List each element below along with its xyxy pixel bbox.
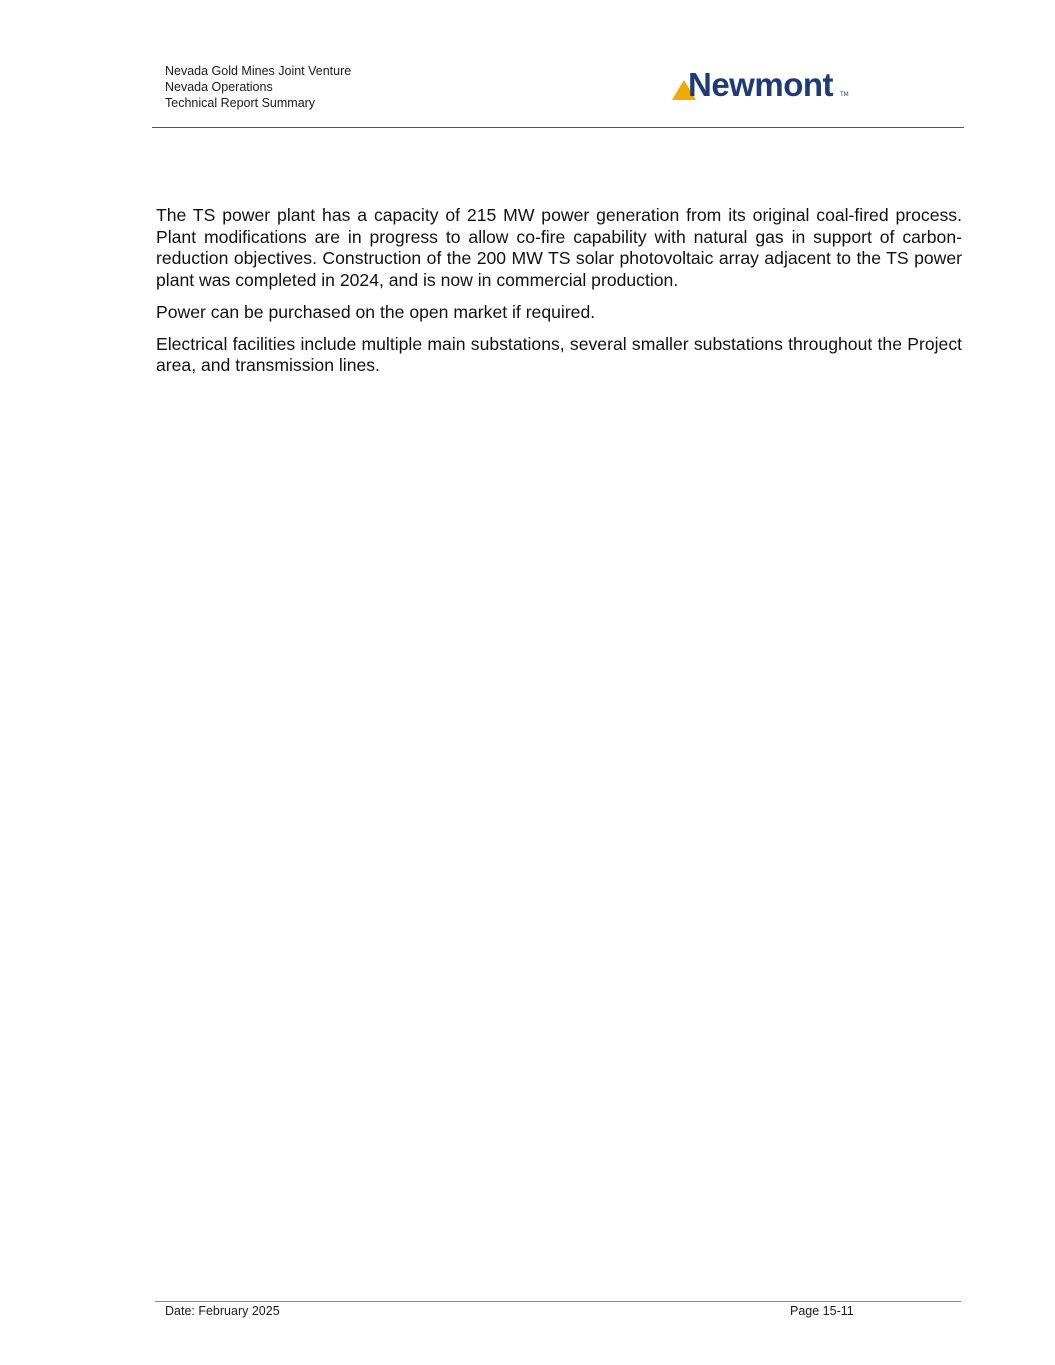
document-body bbox=[156, 205, 962, 387]
header-company-line: Nevada Gold Mines Joint Venture bbox=[165, 64, 352, 78]
newmont-logo bbox=[668, 66, 858, 106]
logo-wordmark: Newmont bbox=[688, 66, 833, 103]
footer-page-number: Page 15-11 bbox=[790, 1304, 854, 1318]
header-divider bbox=[152, 127, 964, 128]
header-report-line: Technical Report Summary bbox=[165, 96, 316, 110]
logo-trademark: TM bbox=[840, 92, 849, 98]
header-operations-line: Nevada Operations bbox=[165, 80, 273, 94]
document-header bbox=[165, 63, 351, 111]
body-paragraph: Electrical facilities include multiple main substations, several smaller substations throughout the Project area, and transmission lines. bbox=[156, 333, 962, 376]
footer-date: Date: February 2025 bbox=[165, 1304, 280, 1318]
footer-divider bbox=[155, 1301, 961, 1302]
body-paragraph: Power can be purchased on the open market if required. bbox=[156, 301, 596, 322]
body-paragraph: The TS power plant has a capacity of 215 MW power generation from its original coal-fired process. Plant modifications are in progress to allow co-fire capability with natural gas in support of carbon-reduction objectives. Construction of the 200 MW TS solar photovoltaic array adjacent to the TS power plant was completed in 2024, and is now in commercial production. bbox=[156, 205, 962, 291]
